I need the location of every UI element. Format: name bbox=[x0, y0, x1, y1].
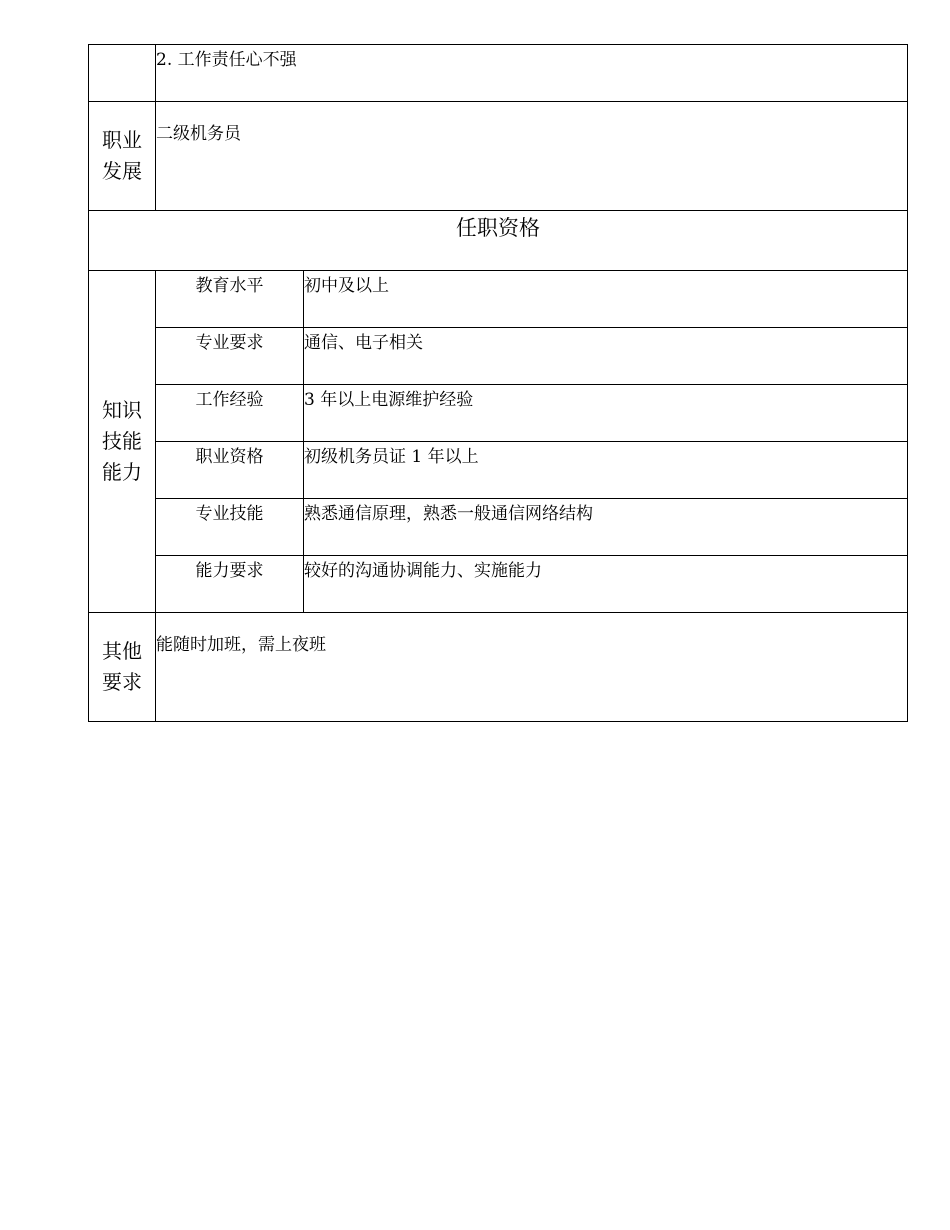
duties-item-2: 2. 工作责任心不强 bbox=[156, 45, 908, 102]
knowledge-row bbox=[89, 499, 908, 556]
knowledge-row bbox=[89, 385, 908, 442]
major-label: 专业要求 bbox=[156, 328, 304, 385]
career-development-row bbox=[89, 102, 908, 211]
professional-skills-value: 熟悉通信原理，熟悉一般通信网络结构 bbox=[304, 499, 908, 556]
knowledge-row bbox=[89, 271, 908, 328]
major-value: 通信、电子相关 bbox=[304, 328, 908, 385]
knowledge-skills-label: 知识 技能 能力 bbox=[89, 271, 156, 613]
other-requirements-value: 能随时加班，需上夜班 bbox=[156, 613, 908, 722]
education-label: 教育水平 bbox=[156, 271, 304, 328]
other-requirements-label: 其他 要求 bbox=[89, 613, 156, 722]
knowledge-row bbox=[89, 442, 908, 499]
ability-label: 能力要求 bbox=[156, 556, 304, 613]
duties-continued-row bbox=[89, 45, 908, 102]
experience-value: 3 年以上电源维护经验 bbox=[304, 385, 908, 442]
certification-value: 初级机务员证 1 年以上 bbox=[304, 442, 908, 499]
career-development-label: 职业 发展 bbox=[89, 102, 156, 211]
education-value: 初中及以上 bbox=[304, 271, 908, 328]
knowledge-row bbox=[89, 556, 908, 613]
professional-skills-label: 专业技能 bbox=[156, 499, 304, 556]
experience-label: 工作经验 bbox=[156, 385, 304, 442]
ability-value: 较好的沟通协调能力、实施能力 bbox=[304, 556, 908, 613]
knowledge-row bbox=[89, 328, 908, 385]
job-description-table bbox=[88, 44, 908, 722]
career-development-value: 二级机务员 bbox=[156, 102, 908, 211]
qualification-section-row bbox=[89, 211, 908, 271]
qualification-section-title: 任职资格 bbox=[89, 211, 908, 271]
certification-label: 职业资格 bbox=[156, 442, 304, 499]
duties-label-cell bbox=[89, 45, 156, 102]
other-requirements-row bbox=[89, 613, 908, 722]
